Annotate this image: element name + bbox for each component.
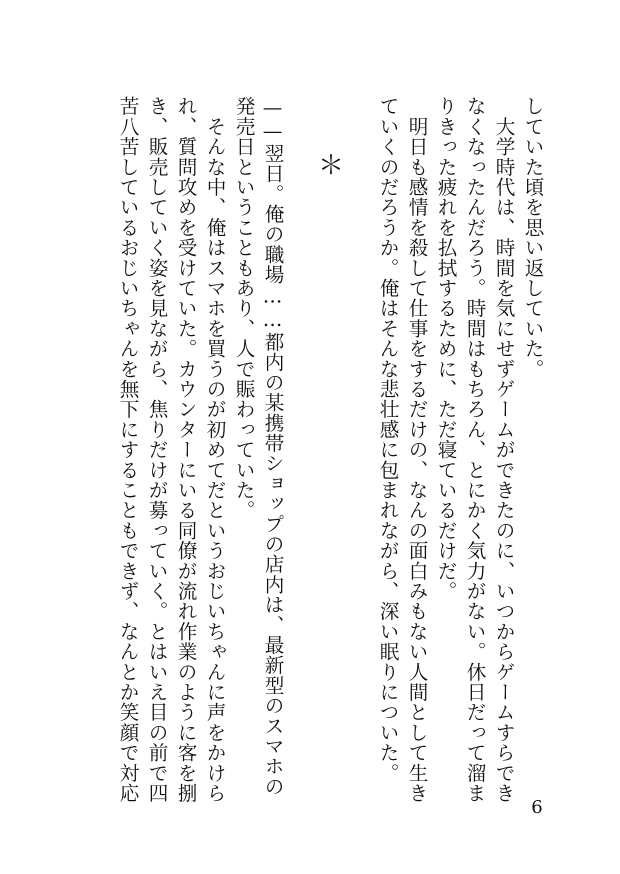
text-column: き、販売していく姿を見ながら、焦りだけが募っていく。とはいえ目の前で四 <box>145 96 168 803</box>
text-column: していた頃を思い返していた。 <box>521 96 544 379</box>
text-column: 発売日ということもあり、人で賑わっていた。 <box>232 96 255 521</box>
text-column: 苦八苦しているおじいちゃんを無下にすることもできず、なんとか笑顔で対応 <box>116 96 139 803</box>
page-number: 6 <box>531 797 543 818</box>
text-column: れ、質問攻めを受けていた。カウンターにいる同僚が流れ作業のように客を捌 <box>174 96 197 803</box>
text-column: 大学時代は、時間を気にせずゲームができたのに、いつからゲームすらでき <box>492 96 515 803</box>
text-column: 明日も感情を殺して仕事をするだけの、なんの面白みもない人間として生き <box>405 96 428 803</box>
text-column: なくなったんだろう。時間はもちろん、とにかく気力がない。休日だって溜ま <box>463 96 486 803</box>
text-column: りきった疲れを払拭するために、ただ寝ているだけだ。 <box>434 96 457 601</box>
text-column: ていくのだろうか。俺はそんな悲壮感に包まれながら、深い眠りについた。 <box>376 96 399 783</box>
text-column: ——翌日。俺の職場……都内の某携帯ショップの店内は、最新型のスマホの <box>261 96 284 797</box>
section-break-asterisk: ＊ <box>318 151 345 181</box>
text-column: そんな中、俺はスマホを買うのが初めてだというおじいちゃんに声をかけら <box>203 96 226 803</box>
